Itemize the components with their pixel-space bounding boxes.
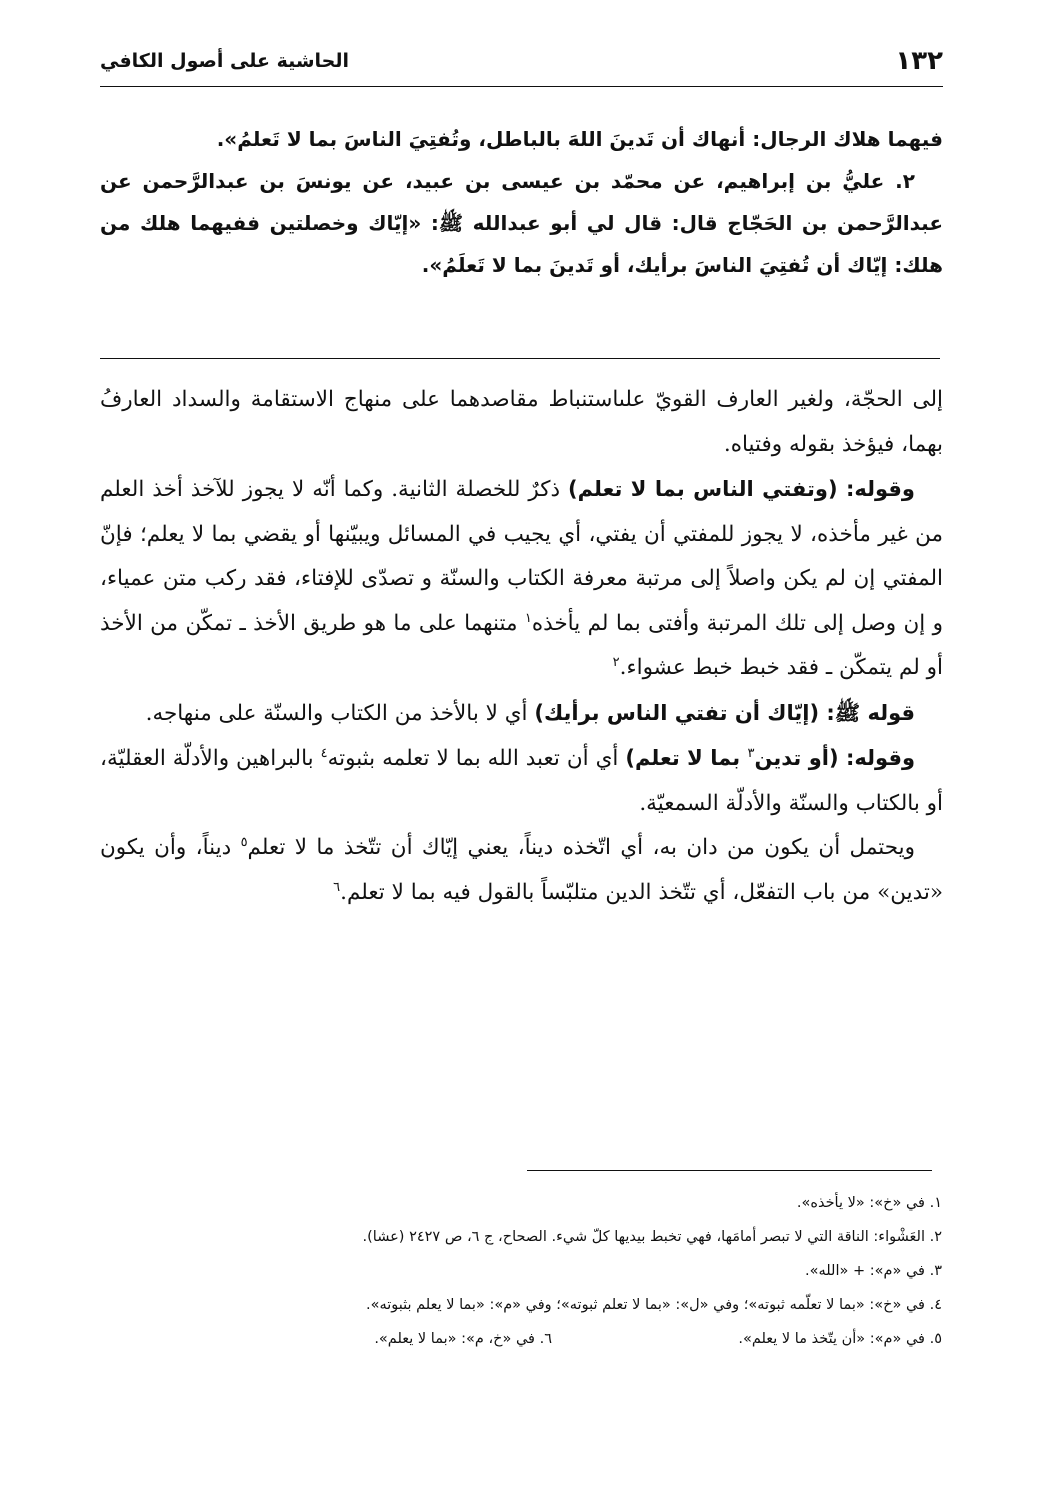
footnote: ٣. في «م»: + «الله».: [805, 1263, 942, 1279]
commentary-paragraph: [100, 467, 943, 691]
commentary-paragraph: إلى الحجّة، ولغير العارف القويّ علىاستنباط مقاصدهما على منهاج الاستقامة والسداد العارفُ بهما، فيؤخذ بقوله وفتياه.: [100, 387, 943, 457]
footnotes: [140, 1186, 942, 1356]
quoted-phrase: قوله ﷺ: (إيّاك أن تفتي الناس برأيك): [534, 700, 915, 725]
footnote-ref[interactable]: ٢: [612, 654, 620, 670]
footnote: ٥. في «م»: «أن يتّخذ ما لا يعلم».: [738, 1331, 942, 1347]
paragraph-text: ديناً، وأن يكون «تدين» من باب التفعّل، أي تتّخذ الدين متلبّساً بالقول فيه بما لا تعلم.: [100, 835, 943, 905]
footnote-ref[interactable]: ٦: [333, 879, 341, 895]
footnote-ref[interactable]: ٥: [240, 834, 248, 850]
footnote: ١. في «خ»: «لا يأخذه».: [796, 1195, 942, 1211]
quoted-phrase: بما لا تعلم): [625, 746, 748, 770]
commentary-paragraph: [100, 691, 943, 737]
footnote-divider: [527, 1170, 932, 1171]
paragraph-text: أي أن تعبد الله بما لا تعلمه بثبوته: [327, 746, 626, 771]
paragraph-text: متنهما على ما هو طريق الأخذ ـ تمكّن من الأخذ أو لم يتمكّن ـ فقد خبط خبط عشواء.: [100, 610, 943, 680]
commentary-paragraph: [100, 736, 943, 826]
hadith-text: [100, 118, 943, 286]
footnote-ref[interactable]: ١: [524, 610, 532, 626]
footnote: ٢. العَشْواء: الناقة التي لا تبصر أمامَها، فهي تخبط بيديها كلّ شيء. الصحاح، ج ٦، ص ٢٤٢٧ (عشا).: [362, 1229, 942, 1245]
paragraph-text: ذكرٌ للخصلة الثانية. وكما أنّه لا يجوز للآخذ أخذ العلم من غير مأخذه، لا يجوز للمفتي أن يفتي، أي يجيب في المسائل ويبيّنها أو يقضي بما لا يعلم؛ فإنّ المفتي إن لم يكن واصلاً إلى مرتبة معرفة الكتاب والسنّة و تصدّى للإفتاء، فقد ركب متن عمياء، و إن وصل إلى تلك المرتبة وأفتى بما لم يأخذه: [100, 477, 944, 636]
hadith-paragraph: ٢. عليُّ بن إبراهيم، عن محمّد بن عيسى بن عبيد، عن يونسَ بن عبدالرَّحمن عن عبدالرَّحمن بن الحَجّاج قال: قال لي أبو عبدالله ﷺ: «إيّاك وخصلتين ففيهما هلك من هلك: إيّاك أن تُفتِيَ الناسَ برأيك، أو تَدينَ بما لا تَعلَمُ».: [100, 169, 943, 277]
page-number: ١٣٢: [895, 46, 943, 76]
footnote: ٦. في «خ، م»: «بما لا يعلم».: [374, 1331, 552, 1347]
footnote-ref[interactable]: ٤: [320, 745, 328, 761]
paragraph-text: أي لا بالأخذ من الكتاب والسنّة على منهاجه.: [145, 700, 535, 726]
commentary-text: [100, 378, 943, 915]
page-header: [100, 38, 943, 88]
paragraph-text: بالبراهين والأدلّة العقليّة، أو بالكتاب والسنّة والأدلّة السمعيّة.: [100, 746, 943, 816]
footnote-row: [140, 1322, 942, 1356]
running-title: الحاشية على أصول الكافي: [100, 50, 350, 72]
section-divider: [100, 358, 940, 359]
header-divider: [100, 86, 943, 87]
footnote: ٤. في «خ»: «بما لا تعلّمه ثبوته»؛ وفي «ل»: «بما لا تعلم ثبوته»؛ وفي «م»: «بما لا يعلم بثبوته».: [365, 1297, 942, 1313]
paragraph-text: ويحتمل أن يكون من دان به، أي اتّخذه ديناً، يعني إيّاك أن تتّخذ ما لا تعلم: [247, 835, 916, 860]
quoted-phrase: وقوله: (وتفتي الناس بما لا تعلم): [567, 477, 915, 501]
quoted-phrase: وقوله: (أو تدين: [754, 746, 916, 770]
hadith-line: فيهما هلاك الرجال: أنهاك أن تَدينَ اللهَ بالباطل، وتُفتِيَ الناسَ بما لا تَعلمُ».: [216, 127, 943, 151]
footnote-ref[interactable]: ٣: [747, 745, 755, 761]
commentary-paragraph: [100, 826, 943, 915]
